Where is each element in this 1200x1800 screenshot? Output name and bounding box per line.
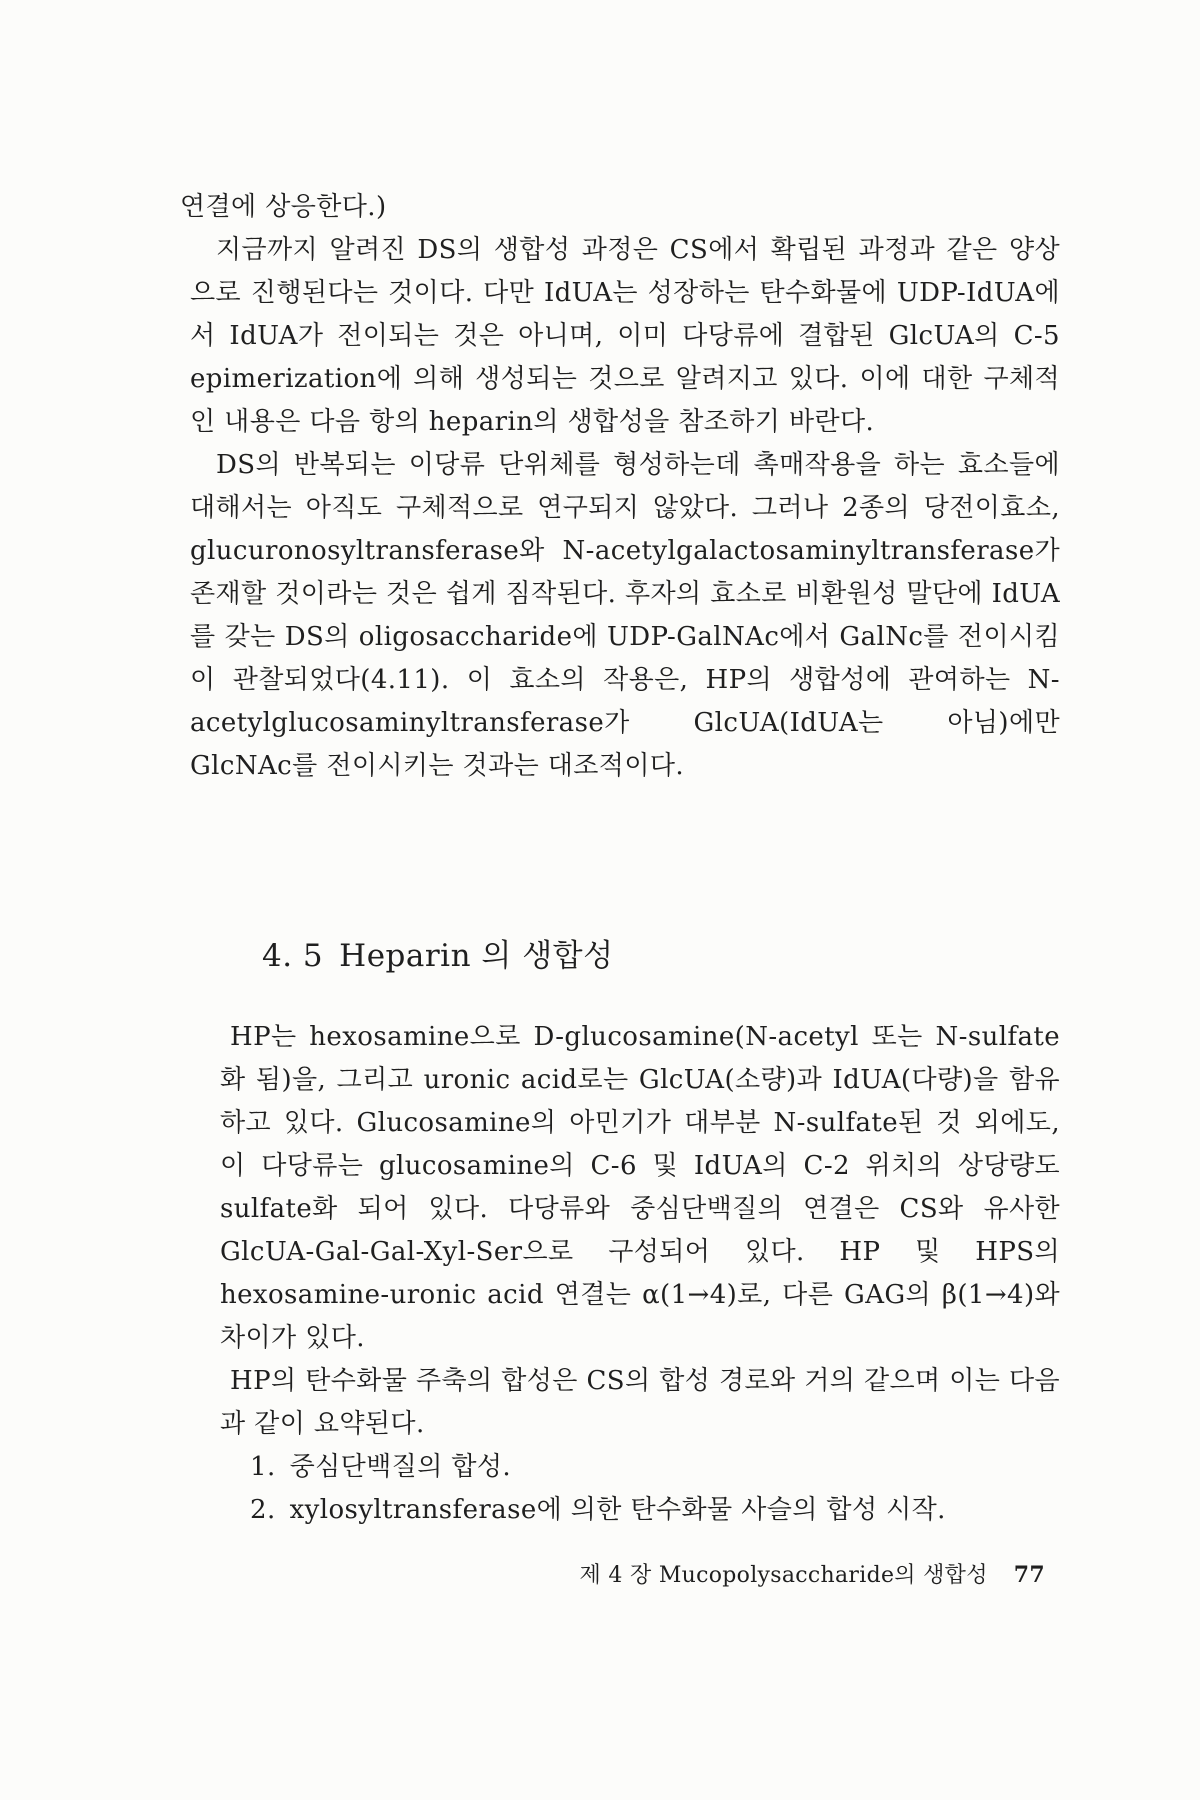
section-title: Heparin 의 생합성 bbox=[339, 938, 614, 974]
list-text: xylosyltransferase에 의한 탄수화물 사슬의 합성 시작. bbox=[289, 1495, 946, 1525]
page-number: 77 bbox=[1013, 1562, 1045, 1588]
body-text-bottom bbox=[220, 1016, 1060, 1532]
paragraph-ds-enzymes: DS의 반복되는 이당류 단위체를 형성하는데 촉매작용을 하는 효소들에 대해서는 아직도 구체적으로 연구되지 않았다. 그러나 2종의 당전이효소, glucuronosyltransferase와 N-acetylgalactosaminyltransferase가 존재할 것이라는 것은 쉽게 짐작된다. 후자의 효소로 비환원성 말단에 IdUA를 갖는 DS의 oligosaccharide에 UDP-GalNAc에서 GalNc를 전이시킴이 관찰되었다(4.11). 이 효소의 작용은, HP의 생합성에 관여하는 N-acetylglucosaminyltransferase가 GlcUA(IdUA는 아님)에만 GlcNAc를 전이시키는 것과는 대조적이다. bbox=[190, 450, 1060, 781]
list-text: 중심단백질의 합성. bbox=[289, 1452, 512, 1482]
section-heading bbox=[262, 930, 614, 975]
page-footer bbox=[580, 1558, 1045, 1589]
paragraph-hp-synthesis: HP의 탄수화물 주축의 합성은 CS의 합성 경로와 거의 같으며 이는 다음과 같이 요약된다. bbox=[220, 1366, 1060, 1439]
list-marker: 2. bbox=[250, 1495, 276, 1525]
paragraph-hp-composition: HP는 hexosamine으로 D-glucosamine(N-acetyl 또는 N-sulfate화 됨)을, 그리고 uronic acid로는 GlcUA(소량)과 IdUA(다량)을 함유하고 있다. Glucosamine의 아민기가 대부분 N-sulfate된 것 외에도, 이 다당류는 glucosamine의 C-6 및 IdUA의 C-2 위치의 상당량도 sulfate화 되어 있다. 다당류와 중심단백질의 연결은 CS와 유사한 GlcUA-Gal-Gal-Xyl-Ser으로 구성되어 있다. HP 및 HPS의 hexosamine-uronic acid 연결는 α(1→4)로, 다른 GAG의 β(1→4)와 차이가 있다. bbox=[220, 1022, 1060, 1353]
list-marker: 1. bbox=[250, 1452, 276, 1482]
list-item bbox=[220, 1489, 1060, 1532]
section-number: 4. 5 bbox=[262, 938, 324, 974]
body-text-top bbox=[180, 186, 1060, 788]
paragraph-ds-biosynthesis: 지금까지 알려진 DS의 생합성 과정은 CS에서 확립된 과정과 같은 양상으로 진행된다는 것이다. 다만 IdUA는 성장하는 탄수화물에 UDP-IdUA에서 IdUA가 전이되는 것은 아니며, 이미 다당류에 결합된 GlcUA의 C-5 epimerization에 의해 생성되는 것으로 알려지고 있다. 이에 대한 구체적인 내용은 다음 항의 heparin의 생합성을 참조하기 바란다. bbox=[190, 235, 1060, 437]
paragraph-continuation: 연결에 상응한다.) bbox=[180, 192, 387, 222]
running-head: 제 4 장 Mucopolysaccharide의 생합성 bbox=[579, 1563, 988, 1588]
list-item bbox=[220, 1446, 1060, 1489]
